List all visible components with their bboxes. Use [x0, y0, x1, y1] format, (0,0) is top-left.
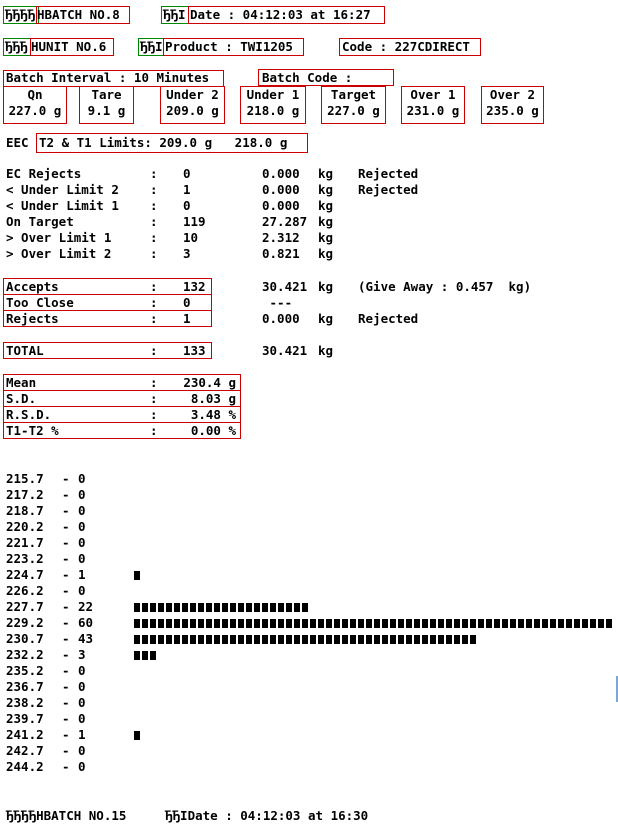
row-weight: 0.821 — [262, 246, 300, 261]
hist-dash: - — [62, 567, 70, 582]
param-value: 9.1 g — [87, 103, 126, 118]
hist-count: 0 — [78, 535, 86, 550]
batch-date: Date : 04:12:03 at 16:27 — [190, 7, 371, 22]
row-label: < Under Limit 2 — [6, 182, 119, 197]
hist-bar — [134, 731, 140, 740]
hist-bar — [134, 571, 140, 580]
unit-number: HUNIT NO.6 — [31, 39, 107, 54]
hist-dash: - — [62, 711, 70, 726]
row-unit: kg — [318, 230, 334, 245]
hist-bar — [134, 651, 156, 660]
param-label: Under 1 — [246, 87, 300, 102]
hist-dash: - — [62, 663, 70, 678]
product-prefix: ЂЂI — [140, 39, 163, 54]
stat-colon: : — [150, 375, 158, 390]
param-label: Over 2 — [489, 87, 536, 102]
param-label: Qn — [27, 87, 43, 102]
eec-label: EEC — [6, 135, 29, 150]
hist-category: 235.2 — [6, 663, 44, 678]
stat-colon: : — [150, 407, 158, 422]
stat-colon: : — [150, 423, 158, 438]
param-value: 235.0 g — [486, 103, 539, 118]
hist-dash: - — [62, 759, 70, 774]
row-colon: : — [150, 279, 158, 294]
total-colon: : — [150, 343, 158, 358]
hist-count: 43 — [78, 631, 94, 646]
hist-dash: - — [62, 631, 70, 646]
total-label: TOTAL — [6, 343, 44, 358]
param-label: Target — [330, 87, 377, 102]
hist-count: 0 — [78, 743, 86, 758]
hist-count: 3 — [78, 647, 86, 662]
hist-dash: - — [62, 551, 70, 566]
hist-category: 218.7 — [6, 503, 44, 518]
param-label: Over 1 — [410, 87, 456, 102]
row-count: 0 — [183, 295, 191, 310]
row-unit: kg — [318, 166, 334, 181]
stat-value: 3.48 % — [190, 407, 236, 422]
hist-dash: - — [62, 727, 70, 742]
hist-category: 217.2 — [6, 487, 44, 502]
hist-count: 0 — [78, 695, 86, 710]
hist-category: 223.2 — [6, 551, 44, 566]
row-label: On Target — [6, 214, 74, 229]
hist-dash: - — [62, 615, 70, 630]
stat-label: R.S.D. — [6, 407, 52, 422]
stat-label: Mean — [6, 375, 37, 390]
row-colon: : — [150, 182, 158, 197]
row-label: > Over Limit 2 — [6, 246, 112, 261]
row-colon: : — [150, 230, 158, 245]
unit-prefix: ЂЂЂ — [5, 39, 28, 54]
row-note: Rejected — [358, 311, 419, 326]
hist-count: 0 — [78, 471, 86, 486]
total-count: 133 — [183, 343, 206, 358]
row-unit: kg — [318, 311, 334, 326]
stat-value: 0.00 % — [190, 423, 236, 438]
hist-count: 0 — [78, 663, 86, 678]
hist-dash: - — [62, 647, 70, 662]
row-count: 10 — [183, 230, 199, 245]
hist-category: 227.7 — [6, 599, 44, 614]
hist-count: 0 — [78, 711, 86, 726]
row-count: 0 — [183, 198, 191, 213]
hist-dash: - — [62, 487, 70, 502]
row-label: Too Close — [6, 295, 74, 310]
row-unit: kg — [318, 182, 334, 197]
hist-category: 232.2 — [6, 647, 44, 662]
row-label: > Over Limit 1 — [6, 230, 112, 245]
product-name: Product : TWI1205 — [165, 39, 293, 54]
row-unit: kg — [318, 198, 334, 213]
row-count: 119 — [183, 214, 206, 229]
stat-colon: : — [150, 391, 158, 406]
row-colon: : — [150, 295, 158, 310]
hist-count: 0 — [78, 551, 86, 566]
hist-category: 244.2 — [6, 759, 44, 774]
batch-number: HBATCH NO.8 — [37, 7, 120, 22]
hist-category: 221.7 — [6, 535, 44, 550]
hist-count: 22 — [78, 599, 94, 614]
hist-category: 224.7 — [6, 567, 44, 582]
row-label: EC Rejects — [6, 166, 82, 181]
stat-label: T1-T2 % — [6, 423, 59, 438]
hist-count: 60 — [78, 615, 94, 630]
row-weight: --- — [262, 295, 293, 310]
hist-count: 1 — [78, 567, 86, 582]
row-count: 0 — [183, 166, 191, 181]
hist-category: 239.7 — [6, 711, 44, 726]
row-weight: 0.000 — [262, 182, 300, 197]
hist-dash: - — [62, 695, 70, 710]
hist-bar — [134, 635, 476, 644]
eec-limits: T2 & T1 Limits: 209.0 g 218.0 g — [39, 135, 288, 150]
row-note: (Give Away : 0.457 kg) — [358, 279, 532, 294]
row-unit: kg — [318, 246, 334, 261]
footer-date: ЂЂIDate : 04:12:03 at 16:30 — [165, 808, 369, 823]
hist-category: 229.2 — [6, 615, 44, 630]
footer-batch: ЂЂЂЂHBATCH NO.15 — [6, 808, 127, 823]
hist-count: 0 — [78, 487, 86, 502]
row-unit: kg — [318, 279, 334, 294]
hist-category: 220.2 — [6, 519, 44, 534]
stat-label: S.D. — [6, 391, 37, 406]
hist-dash: - — [62, 535, 70, 550]
hist-count: 0 — [78, 519, 86, 534]
batch-interval: Batch Interval : 10 Minutes — [6, 70, 210, 85]
hist-bar — [134, 619, 612, 628]
param-value: 227.0 g — [8, 103, 62, 118]
row-colon: : — [150, 246, 158, 261]
hist-dash: - — [62, 679, 70, 694]
product-code: Code : 227CDIRECT — [342, 39, 470, 54]
hist-category: 242.7 — [6, 743, 44, 758]
hist-category: 241.2 — [6, 727, 44, 742]
row-count: 1 — [183, 182, 191, 197]
hist-dash: - — [62, 599, 70, 614]
hist-category: 236.7 — [6, 679, 44, 694]
row-count: 3 — [183, 246, 191, 261]
hist-count: 0 — [78, 503, 86, 518]
row-weight: 0.000 — [262, 311, 300, 326]
hist-dash: - — [62, 503, 70, 518]
hist-dash: - — [62, 471, 70, 486]
date-prefix: ЂЂI — [163, 7, 186, 22]
stat-value: 230.4 g — [183, 375, 236, 390]
row-colon: : — [150, 166, 158, 181]
row-label: Rejects — [6, 311, 59, 326]
row-colon: : — [150, 214, 158, 229]
hist-category: 230.7 — [6, 631, 44, 646]
hist-dash: - — [62, 743, 70, 758]
hist-dash: - — [62, 519, 70, 534]
row-label: < Under Limit 1 — [6, 198, 119, 213]
param-value: 231.0 g — [406, 103, 460, 118]
row-note: Rejected — [358, 182, 419, 197]
batch-code: Batch Code : — [262, 70, 353, 85]
hist-category: 238.2 — [6, 695, 44, 710]
param-value: 209.0 g — [166, 103, 219, 118]
row-count: 132 — [183, 279, 206, 294]
row-note: Rejected — [358, 166, 419, 181]
param-value: 227.0 g — [327, 103, 380, 118]
row-unit: kg — [318, 214, 334, 229]
row-label: Accepts — [6, 279, 59, 294]
hist-count: 0 — [78, 583, 86, 598]
batch-prefix-glyphs: ЂЂЂЂ — [5, 7, 36, 22]
row-colon: : — [150, 198, 158, 213]
row-weight: 0.000 — [262, 198, 300, 213]
param-label: Tare — [91, 87, 122, 102]
param-label: Under 2 — [166, 87, 219, 102]
hist-count: 0 — [78, 679, 86, 694]
stat-value: 8.03 g — [190, 391, 236, 406]
row-weight: 27.287 — [262, 214, 308, 229]
total-weight: 30.421 — [262, 343, 308, 358]
row-colon: : — [150, 311, 158, 326]
hist-category: 215.7 — [6, 471, 44, 486]
hist-bar — [134, 603, 308, 612]
hist-dash: - — [62, 583, 70, 598]
row-weight: 0.000 — [262, 166, 300, 181]
row-count: 1 — [183, 311, 191, 326]
hist-category: 226.2 — [6, 583, 44, 598]
row-weight: 30.421 — [262, 279, 308, 294]
total-unit: kg — [318, 343, 334, 358]
hist-count: 0 — [78, 759, 86, 774]
param-value: 218.0 g — [246, 103, 300, 118]
row-weight: 2.312 — [262, 230, 300, 245]
hist-count: 1 — [78, 727, 86, 742]
